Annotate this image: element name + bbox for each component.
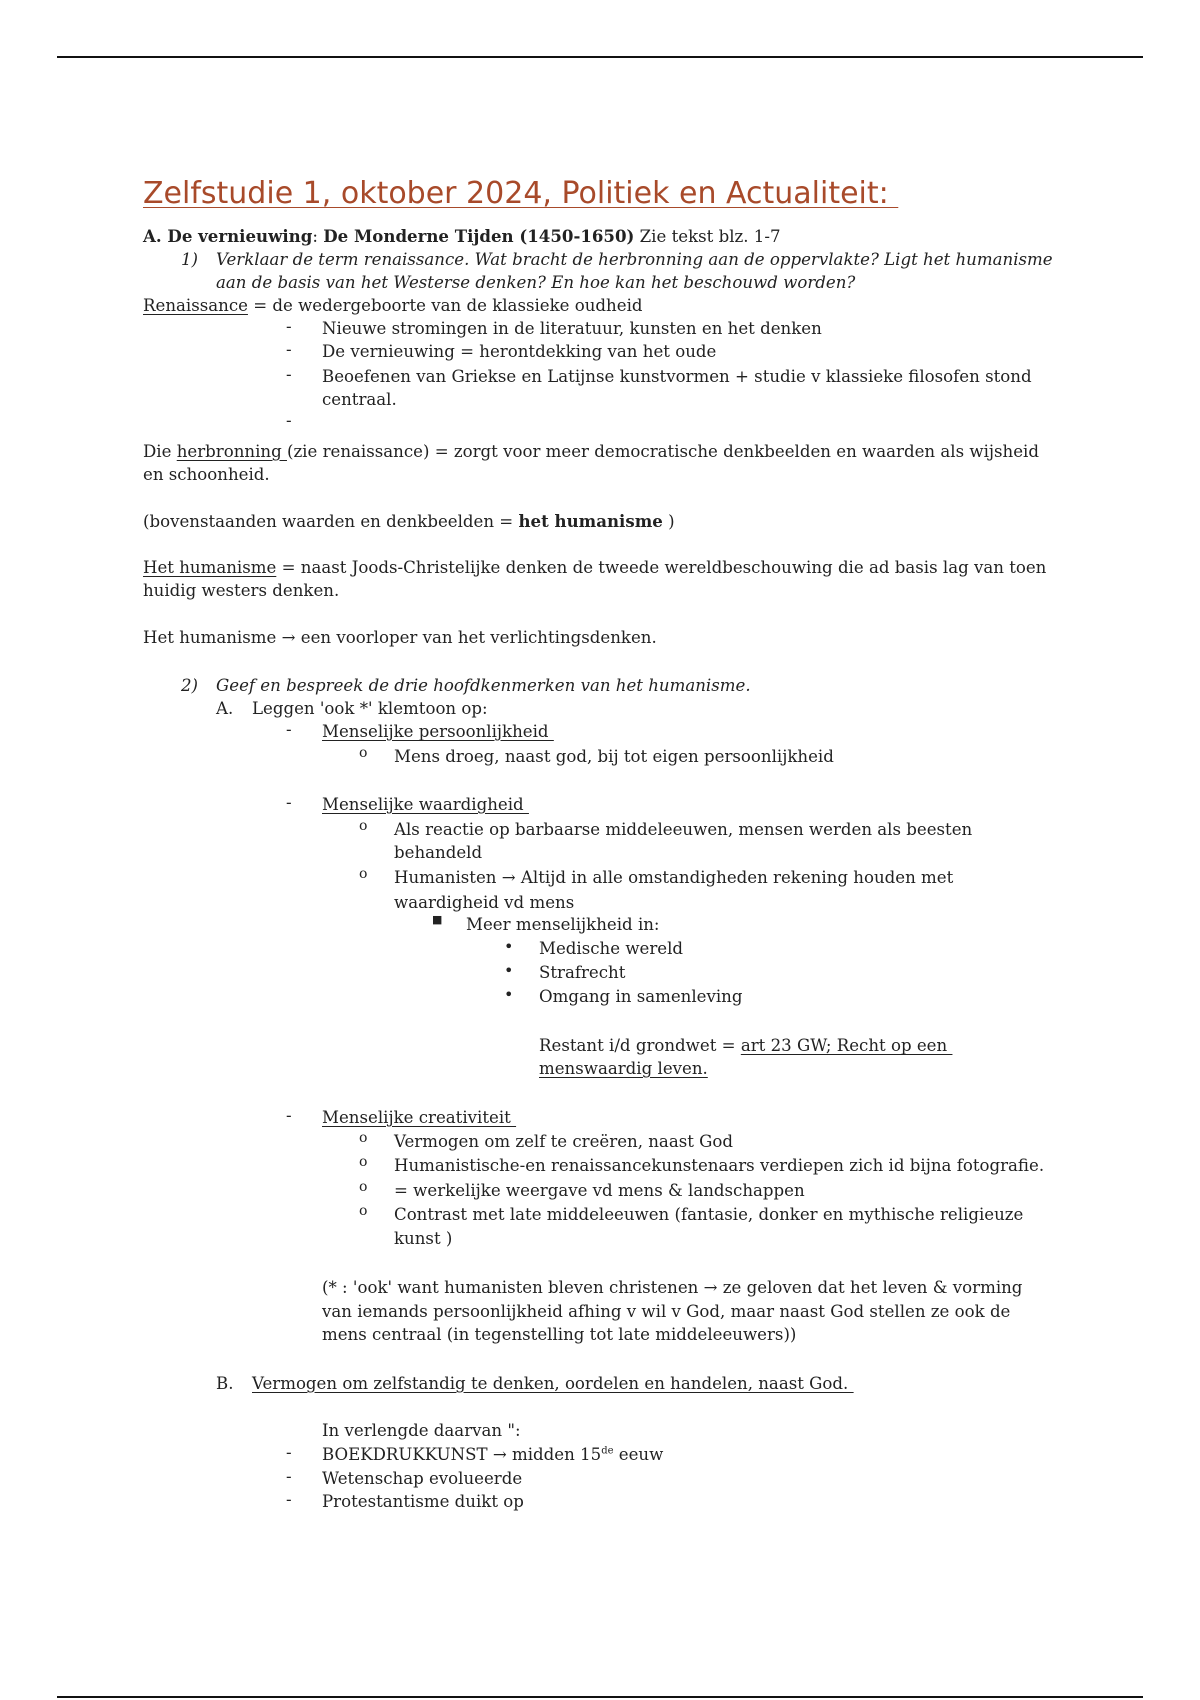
paragraph: en schoonheid. [143, 465, 270, 484]
list-item: Omgang in samenleving [539, 987, 743, 1006]
question-text: Geef en bespreek de drie hoofdkenmerken van het humanisme. [216, 676, 751, 695]
term: Renaissance [143, 296, 248, 315]
definition-text: = de wedergeboorte van de klassieke oudheid [247, 296, 643, 315]
list-item: waardigheid vd mens [394, 893, 575, 912]
definition [143, 294, 643, 317]
circle-bullet: o [359, 818, 368, 834]
note: van iemands persoonlijkheid afhing v wil v God, maar naast God stellen ze ook de [322, 1302, 1011, 1321]
dot-bullet: • [504, 985, 514, 1004]
dash-bullet: - [286, 720, 292, 739]
dash-bullet: - [286, 1490, 292, 1509]
subheading: Menselijke waardigheid [322, 795, 529, 814]
paragraph: In verlengde daarvan ": [322, 1421, 521, 1440]
list-item: Protestantisme duikt op [322, 1492, 524, 1511]
section-ref: Zie tekst blz. 1-7 [634, 227, 781, 246]
dot-bullet: • [504, 961, 514, 980]
list-letter: A. [216, 699, 234, 718]
list-item: Vermogen om zelf te creëren, naast God [394, 1132, 734, 1151]
subheading: Menselijke persoonlijkheid [322, 722, 554, 741]
paragraph [143, 556, 1046, 579]
list-item [322, 1443, 663, 1466]
list-item: Vermogen om zelfstandig te denken, oordelen en handelen, naast God. [252, 1374, 854, 1393]
section-bold: De Monderne Tijden (1450-1650) [323, 226, 635, 246]
dash-bullet: - [286, 1106, 292, 1125]
list-item: Wetenschap evolueerde [322, 1469, 523, 1488]
list-item: Strafrecht [539, 963, 626, 982]
underlined-text: art 23 GW; Recht op een [740, 1036, 953, 1055]
circle-bullet: o [359, 866, 368, 882]
superscript: de [601, 1445, 614, 1457]
paragraph: huidig westers denken. [143, 581, 340, 600]
list-item: De vernieuwing = herontdekking van het oude [322, 342, 717, 361]
dash-bullet: - [286, 1467, 292, 1486]
list-item: Contrast met late middeleeuwen (fantasie, donker en mythische religieuze [394, 1205, 1024, 1224]
circle-bullet: o [359, 745, 368, 761]
dash-bullet: - [286, 411, 292, 430]
underlined-text: menswaardig leven. [539, 1059, 708, 1078]
section-label: A. De vernieuwing [143, 226, 313, 246]
square-bullet: ■ [432, 913, 443, 926]
bold-text: het humanisme [518, 511, 663, 531]
question-text: Verklaar de term renaissance. Wat bracht de herbronning aan de oppervlakte? Ligt het humanisme [216, 250, 1053, 269]
page-title: Zelfstudie 1, oktober 2024, Politiek en Actualiteit: [143, 176, 899, 211]
text: (bovenstaanden waarden en denkbeelden = [143, 512, 519, 531]
text: ) [662, 512, 675, 531]
subheading: Menselijke creativiteit [322, 1108, 517, 1127]
dash-bullet: - [286, 793, 292, 812]
list-item: Mens droeg, naast god, bij tot eigen persoonlijkheid [394, 747, 834, 766]
question-number: 1) [181, 250, 199, 269]
text: Restant i/d grondwet = [539, 1036, 741, 1055]
paragraph [143, 510, 675, 533]
list-item: centraal. [322, 390, 397, 409]
term: Het humanisme [143, 558, 277, 577]
note: mens centraal (in tegenstelling tot late middeleeuwers)) [322, 1325, 797, 1344]
question-number: 2) [181, 676, 199, 695]
text: eeuw [613, 1445, 664, 1464]
list-item: Medische wereld [539, 939, 684, 958]
list-item: behandeld [394, 843, 483, 862]
section-heading [143, 225, 781, 248]
list-item: Nieuwe stromingen in de literatuur, kunsten en het denken [322, 319, 822, 338]
section-colon: : [312, 227, 324, 246]
dash-bullet: - [286, 340, 292, 359]
text: Die [143, 442, 177, 461]
circle-bullet: o [359, 1154, 368, 1170]
list-item: Beoefenen van Griekse en Latijnse kunstvormen + studie v klassieke filosofen stond [322, 367, 1032, 386]
list-item: Humanisten → Altijd in alle omstandigheden rekening houden met [394, 868, 954, 887]
list-item: Als reactie op barbaarse middeleeuwen, mensen werden als beesten [394, 820, 973, 839]
text: = naast Joods-Christelijke denken de tweede wereldbeschouwing die ad basis lag van toen [276, 558, 1047, 577]
dash-bullet: - [286, 1443, 292, 1462]
dash-bullet: - [286, 317, 292, 336]
circle-bullet: o [359, 1203, 368, 1219]
list-item: Meer menselijkheid in: [466, 915, 660, 934]
paragraph [143, 440, 1039, 463]
paragraph: Het humanisme → een voorloper van het verlichtingsdenken. [143, 628, 657, 647]
list-item: Humanistische-en renaissancekunstenaars verdiepen zich id bijna fotografie. [394, 1156, 1045, 1175]
note: (* : 'ook' want humanisten bleven christenen → ze geloven dat het leven & vorming [322, 1278, 1023, 1297]
list-item: kunst ) [394, 1229, 453, 1248]
list-item: Leggen 'ook *' klemtoon op: [252, 699, 488, 718]
dash-bullet: - [286, 365, 292, 384]
text: (zie renaissance) = zorgt voor meer democratische denkbeelden en waarden als wijsheid [286, 442, 1039, 461]
term: herbronning [176, 442, 287, 461]
list-item: = werkelijke weergave vd mens & landschappen [394, 1181, 805, 1200]
text: BOEKDRUKKUNST → midden 15 [322, 1445, 602, 1464]
footer-rule [57, 1696, 1143, 1698]
paragraph [539, 1034, 952, 1057]
question-text: aan de basis van het Westerse denken? En hoe kan het beschouwd worden? [216, 273, 856, 292]
dot-bullet: • [504, 937, 514, 956]
list-letter: B. [216, 1374, 234, 1393]
circle-bullet: o [359, 1130, 368, 1146]
circle-bullet: o [359, 1179, 368, 1195]
